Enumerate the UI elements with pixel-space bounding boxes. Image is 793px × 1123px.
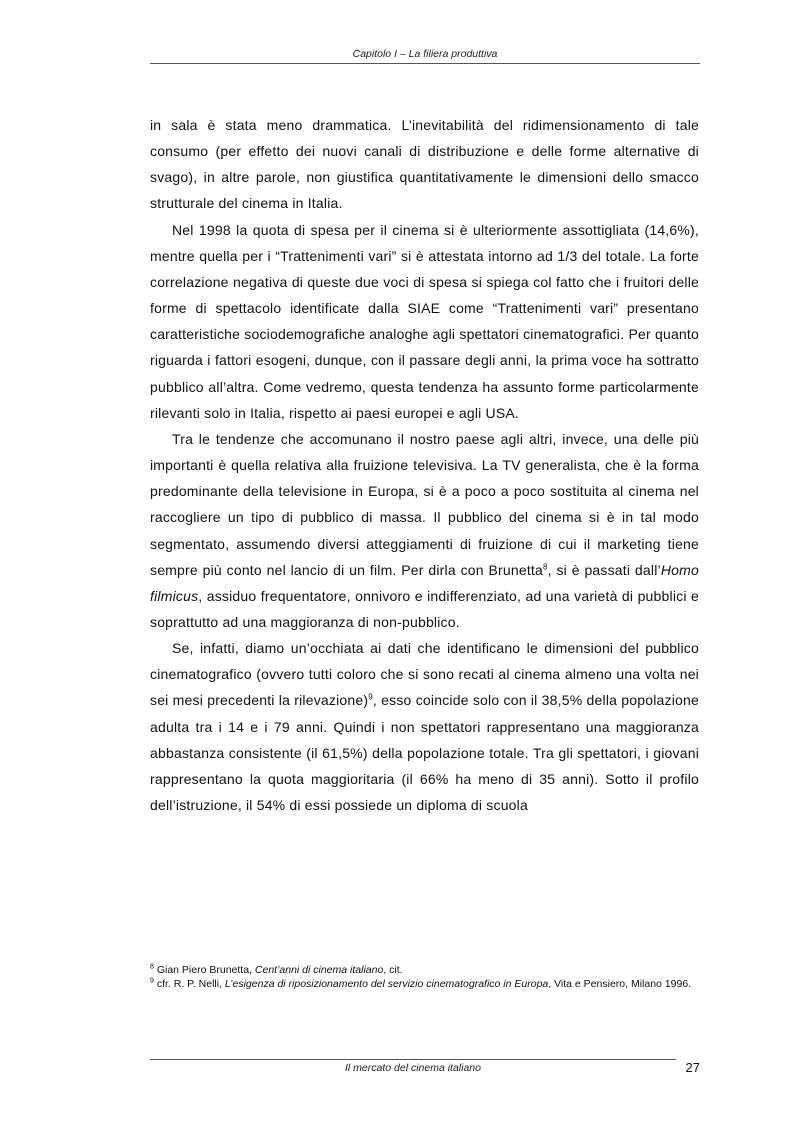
- footnote-text: , Vita e Pensiero, Milano 1996.: [548, 978, 692, 990]
- footnote-number: 9: [150, 977, 154, 985]
- footnote-ref-8: 8: [543, 562, 548, 571]
- footnote-text: cfr. R. P. Nelli,: [153, 978, 225, 990]
- paragraph-4-text-a: Se, infatti, diamo un’occhiata ai dati che identificano le dimensioni del pubblico cinematografico (ovvero tutti coloro che si sono recati al cinema almeno una volta nei sei mesi precedenti la rilevazione): [150, 640, 699, 709]
- footnote-italic: Cent’anni di cinema italiano: [254, 964, 384, 976]
- footnote-ref-9: 9: [368, 692, 373, 702]
- running-header: Capitolo I – La filiera produttiva: [352, 48, 498, 60]
- footer-rule: [150, 1059, 676, 1060]
- paragraph-1: in sala è stata meno drammatica. L’inevitabilità del ridimensionamento di tale consumo (per effetto dei nuovi canali di distribuzione e delle forme alternative di svago), in altre parole, non giustifica quantitativamente le dimensioni dello smacco strutturale del cinema in Italia.: [150, 117, 699, 212]
- footnote-italic: L’esigenza di riposizionamento del servizio cinematografico in Europa: [224, 978, 549, 990]
- paragraph-3-italic: Homo filmicus: [150, 561, 699, 604]
- paragraph-4: [150, 635, 699, 818]
- paragraph-3-text-a: Tra le tendenze che accomunano il nostro paese agli altri, invece, una delle più importanti è quella relativa alla fruizione televisiva. La TV generalista, che è la forma predominante della televisione in Europa, si è a poco a poco sostituita al cinema nel raccogliere un tipo di pubblico di massa. Il pubblico del cinema si è in tal modo segmentato, assumendo diversi atteggiamenti di fruizione di cui il marketing tiene sempre più conto nel lancio di un film. Per dirla con Brunetta: [150, 430, 699, 578]
- paragraph-3-text-c: , assiduo frequentatore, onnivoro e indifferenziato, ad una varietà di pubblici e soprattutto ad una maggioranza di non-pubblico.: [150, 587, 699, 630]
- header-rule: [150, 63, 700, 64]
- footnote-text: Gian Piero Brunetta,: [153, 964, 255, 976]
- running-footer: Il mercato del cinema italiano: [345, 1062, 481, 1074]
- footnote-number: 8: [150, 963, 154, 971]
- page-number: 27: [685, 1060, 700, 1075]
- footnote-9: [150, 977, 699, 991]
- paragraph-2: Nel 1998 la quota di spesa per il cinema si è ulteriormente assottigliata (14,6%), mentre quella per i “Trattenimenti vari” si è attestata intorno ad 1/3 del totale. La forte correlazione negativa di queste due voci di spesa si spiega col fatto che i fruitori delle forme di spettacolo identificate dalla SIAE come “Trattenimenti vari” presentano caratteristiche sociodemografiche analoghe agli spettatori cinematografici. Per quanto riguarda i fattori esogeni, dunque, con il passare degli anni, la prima voce ha sottratto pubblico all’altra. Come vedremo, questa tendenza ha assunto forme particolarmente rilevanti solo in Italia, rispetto ai paesi europei e agli USA.: [150, 221, 699, 421]
- paragraph-3: [150, 426, 699, 635]
- paragraph-3-text-b: , si è passati dall’: [547, 561, 661, 578]
- paragraph-4-text-b: , esso coincide solo con il 38,5% della popolazione adulta tra i 14 e i 79 anni. Quindi i non spettatori rappresentano una maggioranza abbastanza consistente (il 61,5%) della popolazione totale. Tra gli spettatori, i giovani rappresentano la quota maggioritaria (il 66% ha meno di 35 anni). Sotto il profilo dell’istruzione, il 54% di essi possiede un diploma di scuola: [150, 692, 700, 814]
- footnote-8: [150, 963, 699, 977]
- footnote-text: , cit.: [383, 964, 403, 976]
- footnotes: [150, 963, 699, 991]
- page-body: [150, 112, 699, 818]
